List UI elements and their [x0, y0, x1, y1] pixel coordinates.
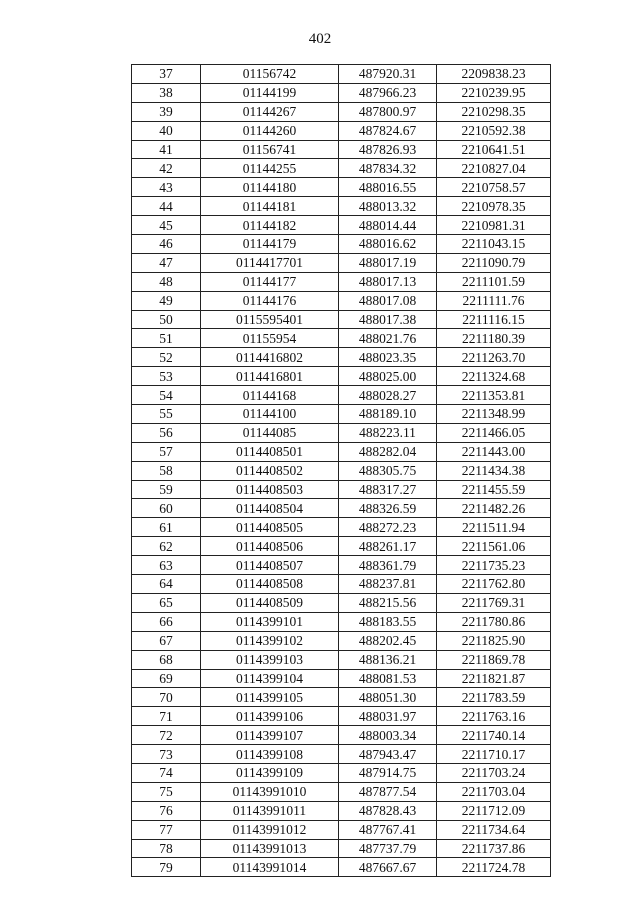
x-coordinate-cell: 488326.59	[339, 499, 437, 518]
table-row	[132, 575, 551, 594]
point-id-cell: 0114399102	[201, 631, 339, 650]
y-coordinate-cell: 2211740.14	[437, 726, 551, 745]
point-id-cell: 0114408502	[201, 461, 339, 480]
point-id-cell: 01144177	[201, 272, 339, 291]
table-row	[132, 102, 551, 121]
y-coordinate-cell: 2211348.99	[437, 405, 551, 424]
table-row	[132, 159, 551, 178]
point-id-cell: 0114399108	[201, 745, 339, 764]
point-number-cell: 63	[132, 556, 201, 575]
table-row	[132, 386, 551, 405]
point-number-cell: 70	[132, 688, 201, 707]
point-id-cell: 0114408501	[201, 442, 339, 461]
y-coordinate-cell: 2211869.78	[437, 650, 551, 669]
x-coordinate-cell: 487826.93	[339, 140, 437, 159]
x-coordinate-cell: 487767.41	[339, 820, 437, 839]
x-coordinate-cell: 488017.08	[339, 291, 437, 310]
x-coordinate-cell: 487943.47	[339, 745, 437, 764]
y-coordinate-cell: 2210298.35	[437, 102, 551, 121]
point-number-cell: 43	[132, 178, 201, 197]
point-number-cell: 51	[132, 329, 201, 348]
y-coordinate-cell: 2211821.87	[437, 669, 551, 688]
x-coordinate-cell: 488317.27	[339, 480, 437, 499]
x-coordinate-cell: 487824.67	[339, 121, 437, 140]
point-number-cell: 78	[132, 839, 201, 858]
point-id-cell: 0114399107	[201, 726, 339, 745]
x-coordinate-cell: 488016.55	[339, 178, 437, 197]
point-id-cell: 01156741	[201, 140, 339, 159]
table-row	[132, 83, 551, 102]
table-row	[132, 291, 551, 310]
point-id-cell: 0114399106	[201, 707, 339, 726]
point-number-cell: 57	[132, 442, 201, 461]
point-number-cell: 64	[132, 575, 201, 594]
table-row	[132, 801, 551, 820]
point-number-cell: 50	[132, 310, 201, 329]
y-coordinate-cell: 2211101.59	[437, 272, 551, 291]
table-row	[132, 593, 551, 612]
x-coordinate-cell: 488189.10	[339, 405, 437, 424]
page-number: 402	[308, 31, 332, 47]
point-number-cell: 65	[132, 593, 201, 612]
point-id-cell: 01144260	[201, 121, 339, 140]
table-row	[132, 650, 551, 669]
table-row	[132, 707, 551, 726]
table-row	[132, 518, 551, 537]
point-number-cell: 37	[132, 65, 201, 84]
point-id-cell: 01144267	[201, 102, 339, 121]
y-coordinate-cell: 2211734.64	[437, 820, 551, 839]
table-row	[132, 631, 551, 650]
y-coordinate-cell: 2211263.70	[437, 348, 551, 367]
point-number-cell: 67	[132, 631, 201, 650]
point-id-cell: 01143991013	[201, 839, 339, 858]
point-number-cell: 38	[132, 83, 201, 102]
point-id-cell: 0114408507	[201, 556, 339, 575]
table-row	[132, 499, 551, 518]
point-id-cell: 01144181	[201, 197, 339, 216]
x-coordinate-cell: 487737.79	[339, 839, 437, 858]
y-coordinate-cell: 2211762.80	[437, 575, 551, 594]
point-number-cell: 73	[132, 745, 201, 764]
table-row	[132, 612, 551, 631]
y-coordinate-cell: 2210827.04	[437, 159, 551, 178]
x-coordinate-cell: 487667.67	[339, 858, 437, 877]
point-id-cell: 01144182	[201, 216, 339, 235]
table-row	[132, 669, 551, 688]
point-number-cell: 79	[132, 858, 201, 877]
point-id-cell: 01155954	[201, 329, 339, 348]
y-coordinate-cell: 2210592.38	[437, 121, 551, 140]
point-number-cell: 53	[132, 367, 201, 386]
point-id-cell: 01143991011	[201, 801, 339, 820]
table-body	[132, 65, 551, 877]
point-id-cell: 0114408503	[201, 480, 339, 499]
table-row	[132, 121, 551, 140]
point-id-cell: 01144255	[201, 159, 339, 178]
point-number-cell: 52	[132, 348, 201, 367]
table-row	[132, 688, 551, 707]
y-coordinate-cell: 2210978.35	[437, 197, 551, 216]
point-number-cell: 44	[132, 197, 201, 216]
y-coordinate-cell: 2211116.15	[437, 310, 551, 329]
point-id-cell: 01144085	[201, 423, 339, 442]
x-coordinate-cell: 488028.27	[339, 386, 437, 405]
point-number-cell: 59	[132, 480, 201, 499]
x-coordinate-cell: 488272.23	[339, 518, 437, 537]
table-row	[132, 178, 551, 197]
table-row	[132, 216, 551, 235]
point-number-cell: 62	[132, 537, 201, 556]
y-coordinate-cell: 2211735.23	[437, 556, 551, 575]
table-row	[132, 367, 551, 386]
x-coordinate-cell: 488017.19	[339, 253, 437, 272]
point-id-cell: 0114399104	[201, 669, 339, 688]
point-number-cell: 56	[132, 423, 201, 442]
point-id-cell: 01143991010	[201, 782, 339, 801]
point-id-cell: 01144168	[201, 386, 339, 405]
x-coordinate-cell: 488014.44	[339, 216, 437, 235]
table-row	[132, 348, 551, 367]
table-row	[132, 556, 551, 575]
x-coordinate-cell: 488021.76	[339, 329, 437, 348]
table-row	[132, 253, 551, 272]
point-number-cell: 47	[132, 253, 201, 272]
point-number-cell: 77	[132, 820, 201, 839]
y-coordinate-cell: 2211466.05	[437, 423, 551, 442]
x-coordinate-cell: 488031.97	[339, 707, 437, 726]
point-id-cell: 0114399109	[201, 763, 339, 782]
point-number-cell: 75	[132, 782, 201, 801]
y-coordinate-cell: 2211769.31	[437, 593, 551, 612]
point-id-cell: 01144199	[201, 83, 339, 102]
point-number-cell: 46	[132, 235, 201, 254]
y-coordinate-cell: 2210758.57	[437, 178, 551, 197]
point-number-cell: 45	[132, 216, 201, 235]
point-number-cell: 66	[132, 612, 201, 631]
point-number-cell: 49	[132, 291, 201, 310]
point-id-cell: 01144179	[201, 235, 339, 254]
table-row	[132, 310, 551, 329]
point-number-cell: 55	[132, 405, 201, 424]
point-id-cell: 0114399105	[201, 688, 339, 707]
y-coordinate-cell: 2211712.09	[437, 801, 551, 820]
point-number-cell: 60	[132, 499, 201, 518]
table-row	[132, 405, 551, 424]
point-id-cell: 0114408505	[201, 518, 339, 537]
y-coordinate-cell: 2211703.04	[437, 782, 551, 801]
x-coordinate-cell: 488237.81	[339, 575, 437, 594]
point-number-cell: 58	[132, 461, 201, 480]
y-coordinate-cell: 2209838.23	[437, 65, 551, 84]
x-coordinate-cell: 488136.21	[339, 650, 437, 669]
point-number-cell: 54	[132, 386, 201, 405]
point-id-cell: 0114399101	[201, 612, 339, 631]
table-row	[132, 537, 551, 556]
table-row	[132, 423, 551, 442]
x-coordinate-cell: 487828.43	[339, 801, 437, 820]
x-coordinate-cell: 488013.32	[339, 197, 437, 216]
coordinates-table	[131, 64, 551, 877]
table-row	[132, 197, 551, 216]
point-number-cell: 40	[132, 121, 201, 140]
table-row	[132, 235, 551, 254]
y-coordinate-cell: 2210981.31	[437, 216, 551, 235]
point-number-cell: 71	[132, 707, 201, 726]
x-coordinate-cell: 487834.32	[339, 159, 437, 178]
x-coordinate-cell: 488023.35	[339, 348, 437, 367]
y-coordinate-cell: 2211434.38	[437, 461, 551, 480]
y-coordinate-cell: 2211180.39	[437, 329, 551, 348]
x-coordinate-cell: 488202.45	[339, 631, 437, 650]
y-coordinate-cell: 2210239.95	[437, 83, 551, 102]
point-id-cell: 01156742	[201, 65, 339, 84]
table-row	[132, 726, 551, 745]
x-coordinate-cell: 488183.55	[339, 612, 437, 631]
x-coordinate-cell: 488017.38	[339, 310, 437, 329]
point-id-cell: 01143991012	[201, 820, 339, 839]
y-coordinate-cell: 2211783.59	[437, 688, 551, 707]
x-coordinate-cell: 487914.75	[339, 763, 437, 782]
point-id-cell: 0114408509	[201, 593, 339, 612]
x-coordinate-cell: 488025.00	[339, 367, 437, 386]
x-coordinate-cell: 488051.30	[339, 688, 437, 707]
y-coordinate-cell: 2211825.90	[437, 631, 551, 650]
point-id-cell: 0114408504	[201, 499, 339, 518]
table-row	[132, 461, 551, 480]
x-coordinate-cell: 487877.54	[339, 782, 437, 801]
table-row	[132, 745, 551, 764]
x-coordinate-cell: 488081.53	[339, 669, 437, 688]
table-row	[132, 839, 551, 858]
table-row	[132, 272, 551, 291]
point-id-cell: 0114416802	[201, 348, 339, 367]
y-coordinate-cell: 2211737.86	[437, 839, 551, 858]
x-coordinate-cell: 488003.34	[339, 726, 437, 745]
point-id-cell: 0115595401	[201, 310, 339, 329]
y-coordinate-cell: 2211324.68	[437, 367, 551, 386]
x-coordinate-cell: 487966.23	[339, 83, 437, 102]
table-row	[132, 480, 551, 499]
x-coordinate-cell: 488215.56	[339, 593, 437, 612]
y-coordinate-cell: 2211561.06	[437, 537, 551, 556]
point-id-cell: 0114408506	[201, 537, 339, 556]
y-coordinate-cell: 2211780.86	[437, 612, 551, 631]
x-coordinate-cell: 488282.04	[339, 442, 437, 461]
point-id-cell: 0114417701	[201, 253, 339, 272]
y-coordinate-cell: 2211724.78	[437, 858, 551, 877]
y-coordinate-cell: 2211443.00	[437, 442, 551, 461]
x-coordinate-cell: 487920.31	[339, 65, 437, 84]
table-row	[132, 65, 551, 84]
point-number-cell: 39	[132, 102, 201, 121]
point-id-cell: 0114399103	[201, 650, 339, 669]
point-number-cell: 61	[132, 518, 201, 537]
y-coordinate-cell: 2211763.16	[437, 707, 551, 726]
point-number-cell: 69	[132, 669, 201, 688]
table-row	[132, 140, 551, 159]
table-row	[132, 782, 551, 801]
y-coordinate-cell: 2211043.15	[437, 235, 551, 254]
x-coordinate-cell: 488361.79	[339, 556, 437, 575]
point-id-cell: 0114416801	[201, 367, 339, 386]
table-row	[132, 442, 551, 461]
point-id-cell: 01144180	[201, 178, 339, 197]
point-number-cell: 72	[132, 726, 201, 745]
point-number-cell: 74	[132, 763, 201, 782]
point-id-cell: 0114408508	[201, 575, 339, 594]
x-coordinate-cell: 488261.17	[339, 537, 437, 556]
x-coordinate-cell: 488017.13	[339, 272, 437, 291]
y-coordinate-cell: 2211090.79	[437, 253, 551, 272]
y-coordinate-cell: 2211703.24	[437, 763, 551, 782]
y-coordinate-cell: 2211353.81	[437, 386, 551, 405]
x-coordinate-cell: 488223.11	[339, 423, 437, 442]
x-coordinate-cell: 487800.97	[339, 102, 437, 121]
point-id-cell: 01144100	[201, 405, 339, 424]
y-coordinate-cell: 2211482.26	[437, 499, 551, 518]
table-row	[132, 763, 551, 782]
y-coordinate-cell: 2210641.51	[437, 140, 551, 159]
y-coordinate-cell: 2211111.76	[437, 291, 551, 310]
point-number-cell: 41	[132, 140, 201, 159]
point-id-cell: 01144176	[201, 291, 339, 310]
point-number-cell: 42	[132, 159, 201, 178]
x-coordinate-cell: 488305.75	[339, 461, 437, 480]
point-id-cell: 01143991014	[201, 858, 339, 877]
y-coordinate-cell: 2211710.17	[437, 745, 551, 764]
y-coordinate-cell: 2211511.94	[437, 518, 551, 537]
table-row	[132, 820, 551, 839]
point-number-cell: 68	[132, 650, 201, 669]
point-number-cell: 76	[132, 801, 201, 820]
x-coordinate-cell: 488016.62	[339, 235, 437, 254]
table-row	[132, 858, 551, 877]
y-coordinate-cell: 2211455.59	[437, 480, 551, 499]
table-row	[132, 329, 551, 348]
point-number-cell: 48	[132, 272, 201, 291]
